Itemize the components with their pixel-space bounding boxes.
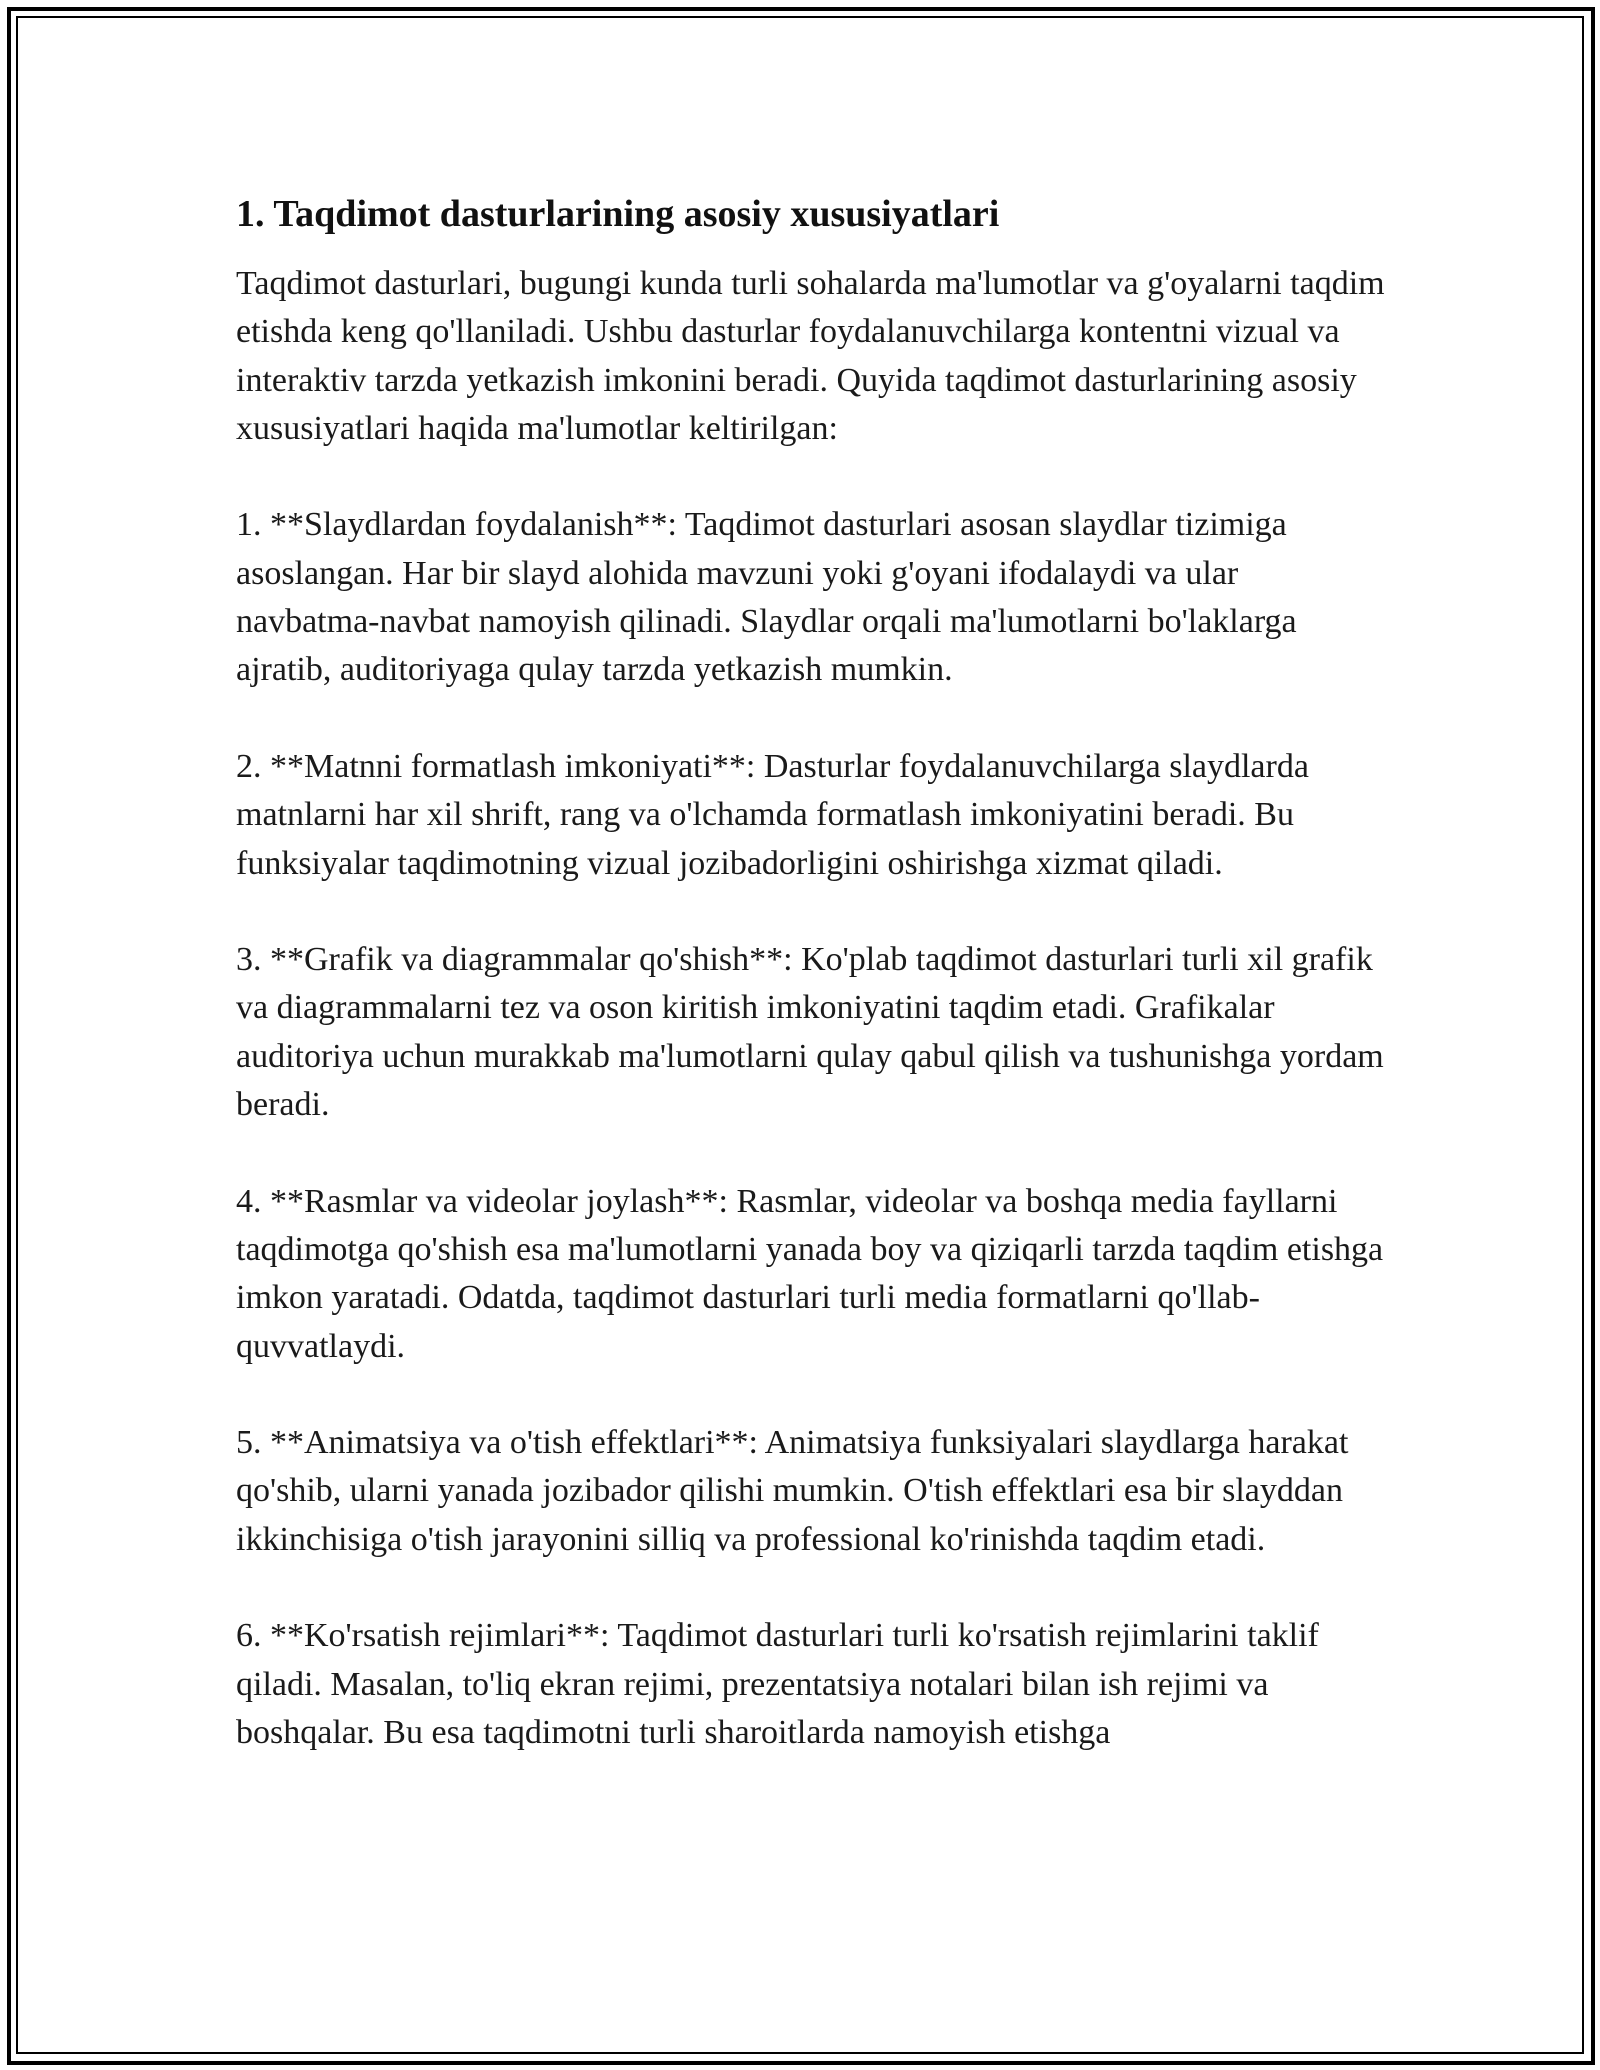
feature-paragraph-slides: 1. **Slaydlardan foydalanish**: Taqdimot dasturlari asosan slaydlar tizimiga asoslangan. Har bir slayd alohida mavzuni yoki g'oyani ifodalaydi va ular navbatma-navbat namoyish qilinadi. Slaydlar orqali ma'lumotlarni bo'laklarga ajratib, auditoriyaga qulay tarzda yetkazish mumkin. <box>236 506 1297 689</box>
feature-paragraph-media: 4. **Rasmlar va videolar joylash**: Rasmlar, videolar va boshqa media fayllarni taqdimotga qo'shish esa ma'lumotlarni yanada boy va qiziqarli tarzda taqdim etishga imkon yaratadi. Odatda, taqdimot dasturlari turli media formatlarni qo'llab-quvvatlaydi. <box>236 1182 1384 1365</box>
feature-paragraph-charts: 3. **Grafik va diagrammalar qo'shish**: Ko'plab taqdimot dasturlari turli xil grafik va diagrammalarni tez va oson kiritish imkoniyatini taqdim etadi. Grafikalar auditoriya uchun murakkab ma'lumotlarni qulay qabul qilish va tushunishga yordam beradi. <box>236 941 1384 1124</box>
intro-paragraph: Taqdimot dasturlari, bugungi kunda turli sohalarda ma'lumotlar va g'oyalarni taqdim etishda keng qo'llaniladi. Ushbu dasturlar foydalanuvchilarga kontentni vizual va interaktiv tarzda yetkazish imkonini beradi. Quyida taqdimot dasturlarining asosiy xususiyatlari haqida ma'lumotlar keltirilgan: <box>236 265 1385 447</box>
document-body <box>236 188 1386 1806</box>
section-heading: 1. Taqdimot dasturlarining asosiy xususiyatlari <box>236 193 1000 235</box>
feature-paragraph-display-modes: 6. **Ko'rsatish rejimlari**: Taqdimot dasturlari turli ko'rsatish rejimlarini taklif qiladi. Masalan, to'liq ekran rejimi, prezentatsiya notalari bilan ish rejimi va boshqalar. Bu esa taqdimotni turli sharoitlarda namoyish etishga <box>236 1617 1319 1751</box>
feature-paragraph-animation: 5. **Animatsiya va o'tish effektlari**: Animatsiya funksiyalari slaydlarga harakat qo'shib, ularni yanada jozibador qilishi mumkin. O'tish effektlari esa bir slayddan ikkinchisiga o'tish jarayonini silliq va professional ko'rinishda taqdim etadi. <box>236 1424 1349 1558</box>
feature-paragraph-text-formatting: 2. **Matnni formatlash imkoniyati**: Dasturlar foydalanuvchilarga slaydlarda matnlarni har xil shrift, rang va o'lchamda formatlash imkoniyatini beradi. Bu funksiyalar taqdimotning vizual jozibadorligini oshirishga xizmat qiladi. <box>236 747 1309 882</box>
